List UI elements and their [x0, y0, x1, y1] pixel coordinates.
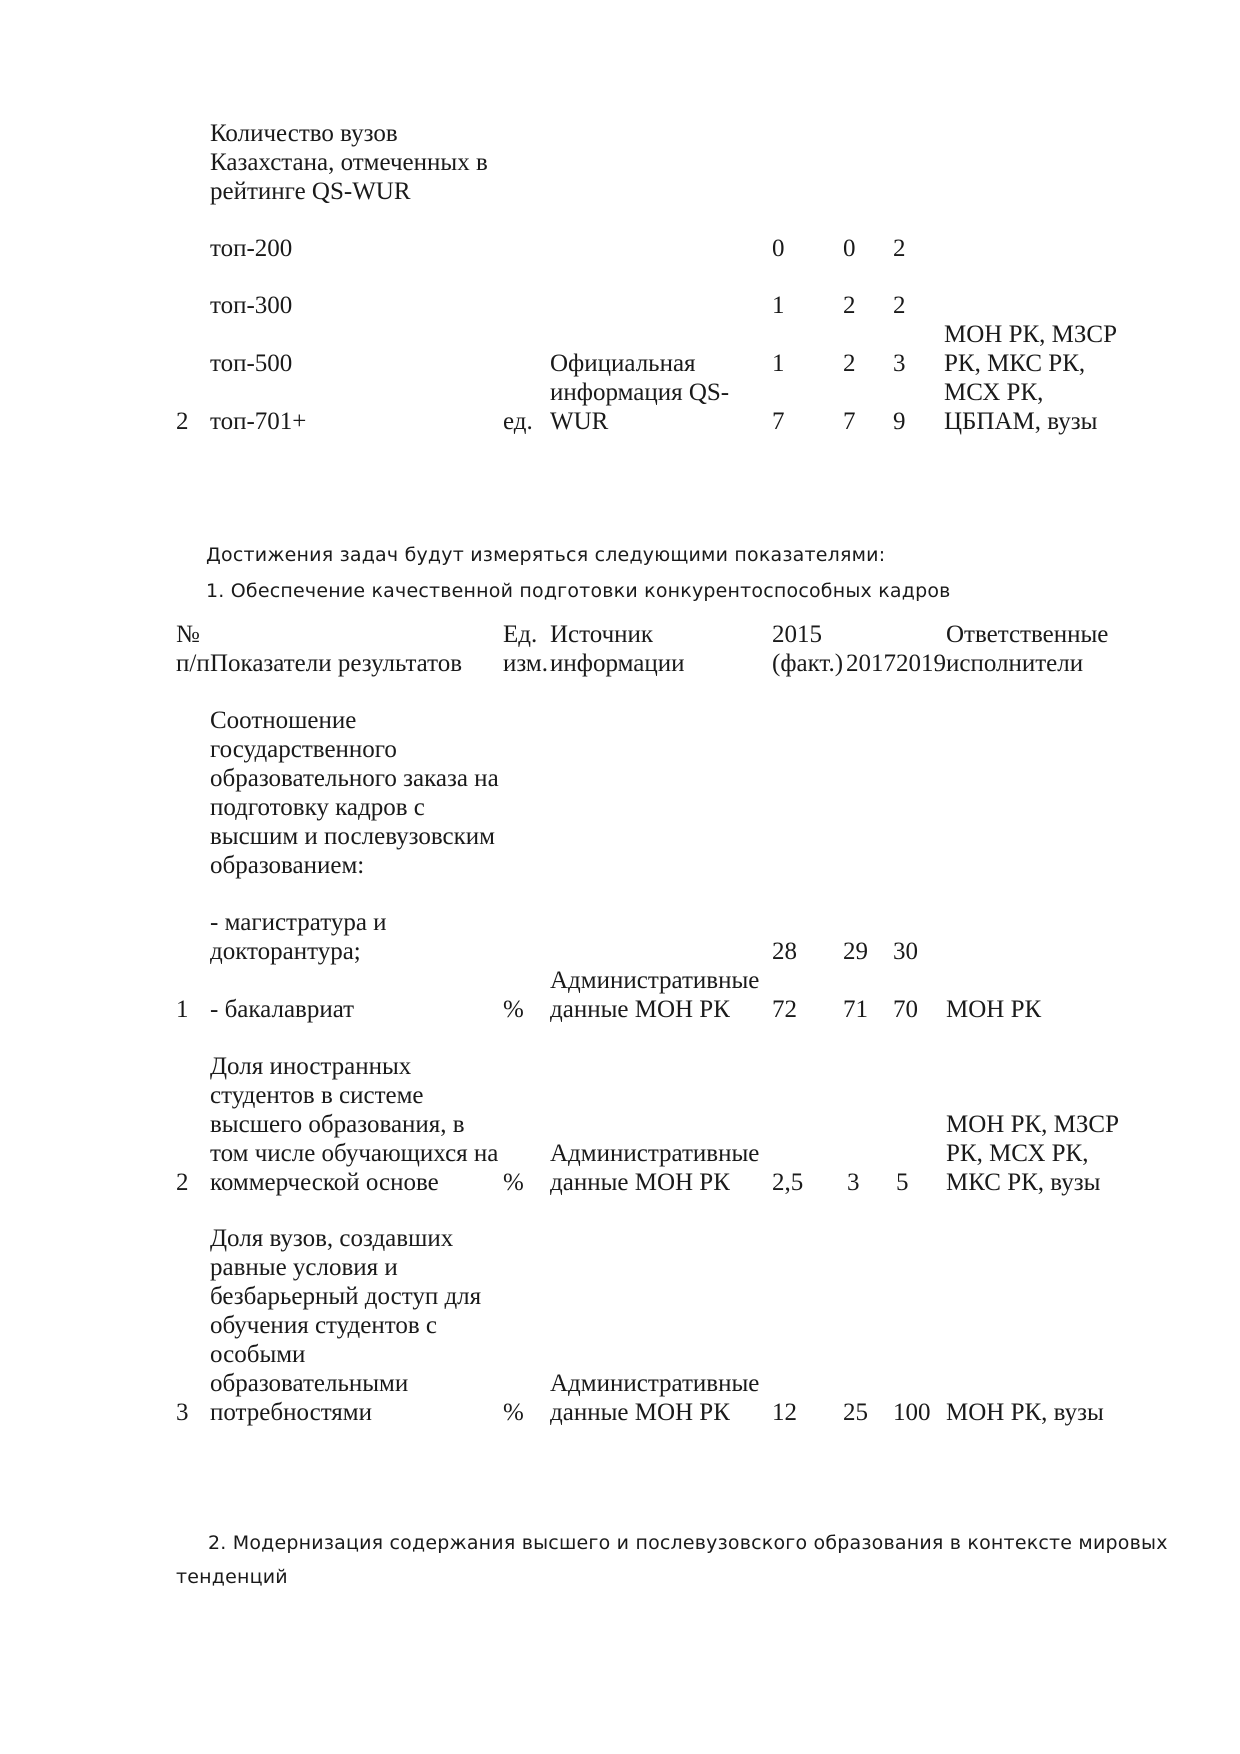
unit: %: [503, 996, 524, 1023]
value-2015: 7: [772, 408, 785, 435]
unit: %: [503, 1169, 524, 1196]
header-2015: (факт.): [772, 650, 844, 677]
indicator-line: безбарьерный доступ для: [210, 1283, 482, 1310]
sub-label: - бакалавриат: [210, 996, 355, 1023]
responsible-line: МОН РК, МЗСР: [946, 1111, 1119, 1138]
value-2015: 0: [772, 235, 785, 262]
value-2019: 30: [893, 938, 918, 965]
responsible: МОН РК: [946, 996, 1042, 1023]
responsible-line: МКС РК, вузы: [946, 1169, 1101, 1196]
value-2017: 7: [843, 408, 856, 435]
subrow-label: топ-701+: [210, 408, 307, 435]
subrow-label: топ-200: [210, 235, 293, 262]
row-number: 3: [176, 1399, 189, 1426]
indicator-line: потребностями: [210, 1399, 372, 1426]
unit: %: [503, 1399, 524, 1426]
value-2015: 28: [772, 938, 797, 965]
responsible-line: ЦБПАМ, вузы: [944, 408, 1098, 435]
header-responsible: исполнители: [946, 650, 1084, 677]
value-2017: 25: [843, 1399, 868, 1426]
source-line: данные МОН РК: [550, 1399, 730, 1426]
indicator-title-line: Количество вузов: [210, 120, 398, 147]
responsible-line: РК, МКС РК,: [944, 350, 1086, 377]
indicator-line: высшим и послевузовским: [210, 823, 495, 850]
source-line: Административные: [550, 967, 760, 994]
responsible-line: РК, МСХ РК,: [946, 1140, 1089, 1167]
header-num: №: [176, 621, 200, 648]
indicator-title-line: рейтинге QS-WUR: [210, 178, 411, 205]
value-2015: 12: [772, 1399, 797, 1426]
indicator-line: Соотношение: [210, 707, 357, 734]
indicator-line: особыми: [210, 1341, 306, 1368]
source-line: данные МОН РК: [550, 996, 730, 1023]
responsible: МОН РК, вузы: [946, 1399, 1104, 1426]
value-2015: 72: [772, 996, 797, 1023]
source-line: информация QS-: [550, 379, 730, 406]
row-number: 2: [176, 1169, 189, 1196]
indicator-line: Доля иностранных: [210, 1053, 412, 1080]
value-2019: 70: [893, 996, 918, 1023]
value-2015: 1: [772, 350, 785, 377]
indicator-line: образованием:: [210, 852, 365, 879]
responsible-line: МОН РК, МЗСР: [944, 321, 1117, 348]
indicator-line: студентов в системе: [210, 1082, 424, 1109]
header-2019: 2019: [896, 650, 946, 677]
indicator-line: образовательными: [210, 1370, 409, 1397]
section-title: 2. Модернизация содержания высшего и послевузовского образования в контексте мировых: [208, 1532, 1168, 1554]
header-2015: 2015: [772, 621, 822, 648]
row-number: 1: [176, 996, 189, 1023]
value-2019: 2: [893, 235, 906, 262]
indicator-line: том числе обучающихся на: [210, 1140, 499, 1167]
indicator-line: образовательного заказа на: [210, 765, 499, 792]
value-2019: 2: [893, 292, 906, 319]
header-indicator: Показатели результатов: [210, 650, 463, 677]
value-2019: 3: [893, 350, 906, 377]
header-unit: изм.: [503, 650, 548, 677]
value-2017: 2: [843, 292, 856, 319]
row-number: 2: [176, 408, 189, 435]
responsible-line: МСХ РК,: [944, 379, 1044, 406]
indicator-line: государственного: [210, 736, 397, 763]
indicator-line: обучения студентов с: [210, 1312, 438, 1339]
indicator-line: подготовку кадров с: [210, 794, 425, 821]
header-2017: 2017: [846, 650, 896, 677]
value-2015: 1: [772, 292, 785, 319]
value-2019: 5: [896, 1169, 909, 1196]
section-title: 1. Обеспечение качественной подготовки конкурентоспособных кадров: [206, 580, 951, 602]
value-2019: 100: [893, 1399, 931, 1426]
source-line: Официальная: [550, 350, 696, 377]
value-2017: 2: [843, 350, 856, 377]
indicator-line: высшего образования, в: [210, 1111, 465, 1138]
header-responsible: Ответственные: [946, 621, 1109, 648]
value-2017: 3: [847, 1169, 860, 1196]
sub-label: - магистратура и: [210, 909, 387, 936]
value-2015: 2,5: [772, 1169, 804, 1196]
section-title: тенденций: [176, 1566, 288, 1588]
source-line: WUR: [550, 408, 609, 435]
sub-label: докторантура;: [210, 938, 361, 965]
value-2017: 71: [843, 996, 868, 1023]
source-line: данные МОН РК: [550, 1169, 730, 1196]
header-num: п/п: [176, 650, 210, 677]
subrow-label: топ-500: [210, 350, 293, 377]
indicator-line: Доля вузов, создавших: [210, 1225, 454, 1252]
indicator-title-line: Казахстана, отмеченных в: [210, 149, 488, 176]
indicator-line: коммерческой основе: [210, 1169, 439, 1196]
value-2019: 9: [893, 408, 906, 435]
subrow-label: топ-300: [210, 292, 293, 319]
header-source: Источник: [550, 621, 654, 648]
source-line: Административные: [550, 1370, 760, 1397]
header-unit: Ед.: [503, 621, 538, 648]
value-2017: 29: [843, 938, 868, 965]
intro-text: Достижения задач будут измеряться следующими показателями:: [206, 544, 886, 566]
unit: ед.: [503, 408, 533, 435]
source-line: Административные: [550, 1140, 760, 1167]
indicator-line: равные условия и: [210, 1254, 398, 1281]
header-source: информации: [550, 650, 685, 677]
value-2017: 0: [843, 235, 856, 262]
